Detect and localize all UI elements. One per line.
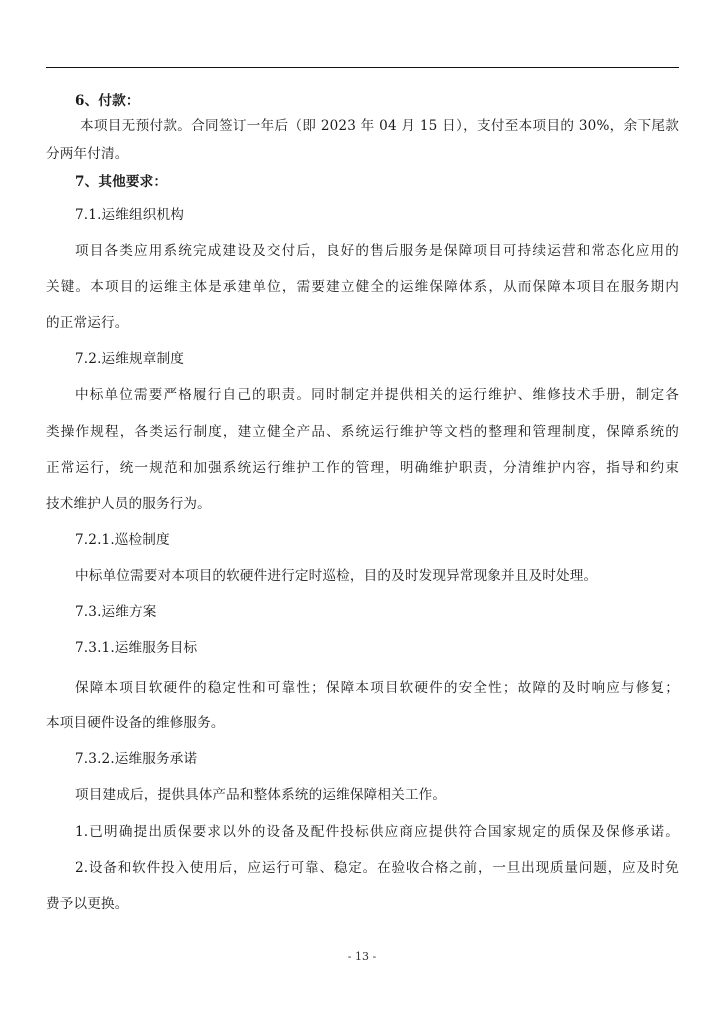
section-7-3-1-title: 7.3.1.运维服务目标 [75, 640, 198, 656]
section-6-heading: 6、付款： [75, 93, 140, 109]
section-7-3-1-para-line-1: 保障本项目软硬件的稳定性和可靠性；保障本项目软硬件的安全性；故障的及时响应与修复； [75, 680, 679, 696]
section-7-3-1-para-line-2: 本项目硬件设备的维修服务。 [46, 715, 225, 731]
section-7-2-1-title: 7.2.1.巡检制度 [75, 532, 170, 548]
section-7-heading: 7、其他要求： [75, 174, 168, 190]
section-6-para-line-2: 分两年付清。 [46, 146, 129, 162]
page-number: - 13 - [347, 950, 377, 963]
section-7-3-2-item-2-line-2: 费予以更换。 [46, 896, 129, 912]
section-7-2-para-line-3: 正常运行，统一规范和加强系统运行维护工作的管理，明确维护职责，分清维护内容，指导和约束 [46, 460, 679, 476]
section-7-1-title: 7.1.运维组织机构 [75, 207, 185, 223]
section-7-2-para-line-1: 中标单位需要严格履行自己的职责。同时制定并提供相关的运行维护、维修技术手册，制定各 [75, 387, 679, 403]
section-7-1-para-line-3: 的正常运行。 [46, 315, 129, 331]
section-7-1-para-line-2: 关键。本项目的运维主体是承建单位，需要建立健全的运维保障体系，从而保障本项目在服务期内 [46, 279, 679, 295]
section-6-para-line-1: 本项目无预付款。合同签订一年后（即 2023 年 04 月 15 日），支付至本项目的 30%，余下尾款 [80, 118, 679, 134]
section-7-2-para-line-2: 类操作规程，各类运行制度，建立健全产品、系统运行维护等文档的整理和管理制度，保障系统的 [46, 424, 679, 440]
section-7-3-2-title: 7.3.2.运维服务承诺 [75, 751, 198, 767]
section-7-2-title: 7.2.运维规章制度 [75, 351, 185, 367]
section-7-1-para-line-1: 项目各类应用系统完成建设及交付后，良好的售后服务是保障项目可持续运营和常态化应用的 [75, 243, 679, 259]
section-7-2-1-para-line-1: 中标单位需要对本项目的软硬件进行定时巡检，目的及时发现异常现象并且及时处理。 [75, 568, 598, 584]
header-rule [46, 67, 679, 68]
section-7-3-2-item-2-line-1: 2.设备和软件投入使用后，应运行可靠、稳定。在验收合格之前，一旦出现质量问题，应及时免 [75, 860, 679, 876]
section-7-3-title: 7.3.运维方案 [75, 604, 157, 620]
section-7-3-2-item-1: 1.已明确提出质保要求以外的设备及配件投标供应商应提供符合国家规定的质保及保修承诺。 [75, 824, 679, 840]
section-7-2-para-line-4: 技术维护人员的服务行为。 [46, 496, 211, 512]
section-7-3-2-intro: 项目建成后，提供具体产品和整体系统的运维保障相关工作。 [75, 787, 447, 803]
